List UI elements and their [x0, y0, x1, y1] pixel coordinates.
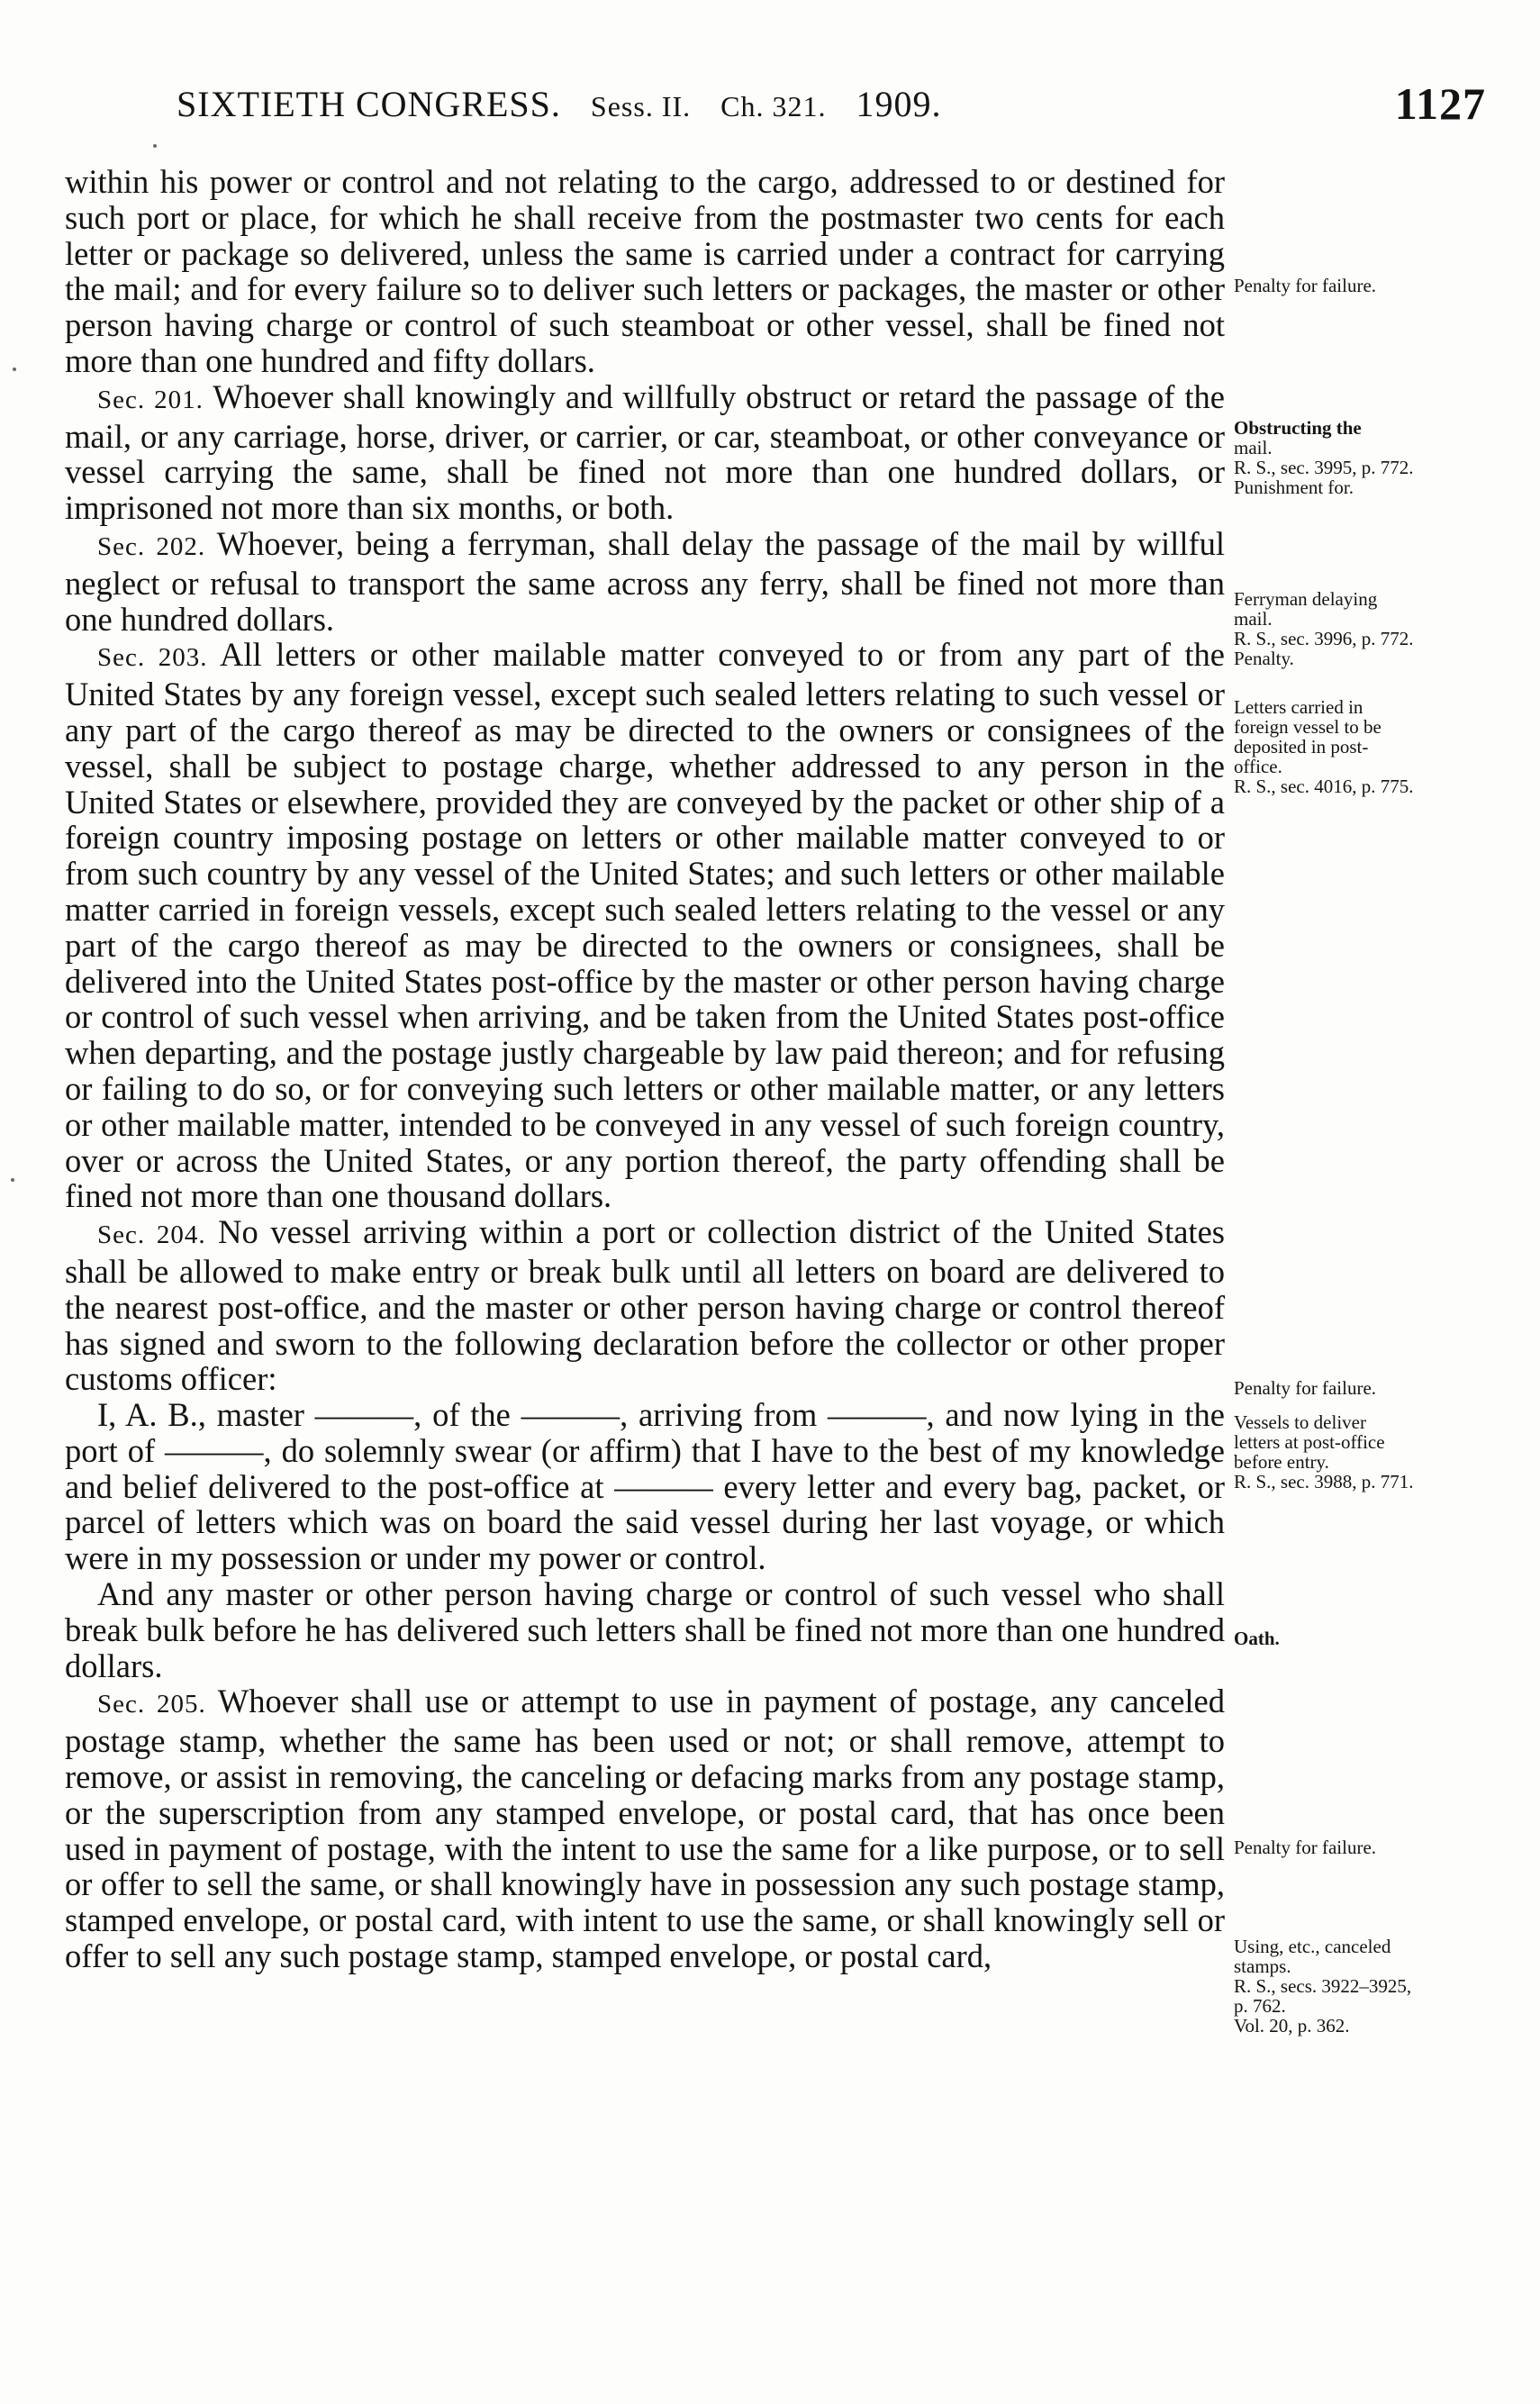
oath-paragraph: I, A. B., master ———, of the ———, arriving from ———, and now lying in the port of ———, do solemnly swear (or affirm) that I have to the best of my knowledge and belief delivered to the post-office at ——— every letter and every bag, packet, or parcel of letters which was on board the said vessel during her last voyage, or which were in my possession or under my power or control.: [65, 1396, 1225, 1577]
margin-note-vessels-deliver: [1234, 1412, 1495, 1492]
margin-note-line: foreign vessel to be: [1234, 716, 1381, 738]
margin-note-line: mail.: [1234, 437, 1273, 458]
header-citation: [177, 83, 941, 125]
section-202-label: Sec. 202.: [97, 531, 206, 561]
section-204: [65, 1214, 1225, 1397]
section-203-label: Sec. 203.: [97, 643, 208, 673]
margin-note-line: R. S., sec. 4016, p. 775.: [1234, 776, 1414, 797]
main-text-column: [65, 164, 1225, 1974]
scan-speck: [153, 144, 157, 148]
margin-note-obstructing-mail: [1234, 418, 1495, 497]
margin-note-penalty-1: [1234, 276, 1495, 295]
section-204-label: Sec. 204.: [97, 1220, 206, 1250]
header-year: 1909.: [856, 84, 942, 124]
section-202: [65, 526, 1225, 637]
margin-note-line: deposited in post-: [1234, 736, 1369, 757]
margin-note-line: p. 762.: [1234, 1995, 1286, 2017]
margin-note-line: before entry.: [1234, 1451, 1329, 1473]
margin-note-line: R. S., sec. 3996, p. 772.: [1234, 628, 1414, 649]
section-205: [65, 1683, 1225, 1973]
margin-note-line: R. S., secs. 3922–3925,: [1234, 1975, 1412, 1997]
page-number: 1127: [1394, 78, 1486, 129]
scan-speck: [13, 367, 16, 371]
margin-note-line: Oath.: [1234, 1628, 1280, 1649]
margin-note-line: letters at post-office: [1234, 1431, 1385, 1453]
margin-note-line: Ferryman delaying: [1234, 588, 1378, 610]
margin-note-foreign-vessel-letters: [1234, 697, 1495, 796]
margin-note-oath: [1234, 1628, 1495, 1648]
opening-paragraph: within his power or control and not relating to the cargo, addressed to or destined for such port or place, for which he shall receive from the postmaster two cents for each letter or package so delivered, unless the same is carried under a contract for carrying the mail; and for every failure so to deliver such letters or packages, the master or other person having charge or control of such steamboat or other vessel, shall be fined not more than one hundred and fifty dollars.: [65, 163, 1225, 379]
section-201-text: Whoever shall knowingly and willfully obstruct or retard the passage of the mail, or any carriage, horse, driver, or carrier, or car, steamboat, or other conveyance or vessel carrying the same, shall be fined not more than one hundred dollars, or imprisoned not more than six months, or both.: [65, 377, 1225, 527]
section-203-text: All letters or other mailable matter conveyed to or from any part of the United States by any foreign vessel, except such sealed letters relating to such vessel or any part of the cargo thereof as may be directed to the owners or consignees of the vessel, shall be subject to postage charge, whether addressed to any person in the United States or elsewhere, provided they are conveyed by the packet or other ship of a foreign country imposing postage on letters or other mailable matter conveyed to or from such country by any vessel of the United States; and such letters or other mailable matter carried in foreign vessels, except such sealed letters relating to the vessel or any part of the cargo thereof as may be directed to the owners or consignees, shall be delivered into the United States post-office by the master or other person having charge or control of such vessel when arriving, and be taken from the United States post-office when departing, and the postage justly chargeable by law paid thereon; and for refusing or failing to do so, or for conveying such letters or other mailable matter, or any letters or other mailable matter, intended to be conveyed in any vessel of such foreign country, over or across the United States, or any portion thereof, the party offending shall be fined not more than one thousand dollars.: [65, 636, 1225, 1215]
margin-note-line: Using, etc., canceled: [1234, 1936, 1391, 1957]
header-session: Sess. II.: [590, 90, 692, 122]
scan-speck: [11, 1178, 14, 1182]
margin-note-line: Letters carried in: [1234, 696, 1363, 718]
section-201: [65, 379, 1225, 526]
header-chapter: Ch. 321.: [720, 90, 827, 122]
margin-note-line: mail.: [1234, 608, 1273, 630]
penalty-paragraph: And any master or other person having charge or control of such vessel who shall break bulk before he has delivered such letters shall be fined not more than one hundred dollars.: [65, 1575, 1225, 1684]
margin-note-line: R. S., sec. 3988, p. 771.: [1234, 1471, 1414, 1492]
margin-note-line: Obstructing the: [1234, 417, 1362, 439]
margin-note-line: Penalty.: [1234, 648, 1294, 669]
margin-note-line: Punishment for.: [1234, 476, 1354, 498]
margin-note-line: Vol. 20, p. 362.: [1234, 2015, 1350, 2037]
section-203: [65, 637, 1225, 1214]
margin-note-line: stamps.: [1234, 1955, 1291, 1977]
section-201-label: Sec. 201.: [97, 385, 204, 414]
margin-note-line: Penalty for failure.: [1234, 1837, 1377, 1858]
margin-note-ferryman: [1234, 589, 1495, 668]
header-congress: SIXTIETH CONGRESS.: [177, 84, 561, 124]
margin-note-line: office.: [1234, 756, 1282, 777]
margin-note-line: Penalty for failure.: [1234, 275, 1377, 296]
margin-note-line: Vessels to deliver: [1234, 1411, 1366, 1433]
section-204-text: No vessel arriving within a port or collection district of the United States shall be allowed to make entry or break bulk until all letters on board are delivered to the nearest post-office, and the master or other person having charge or control thereof has signed and sworn to the following declaration before the collector or other proper customs officer:: [65, 1213, 1225, 1398]
section-205-text: Whoever shall use or attempt to use in payment of postage, any canceled postage stamp, whether the same has been used or not; or shall remove, attempt to remove, or assist in removing, the canceling or defacing marks from any postage stamp, or the superscription from any stamped envelope, or postal card, that has once been used in payment of postage, with the intent to use the same for a like purpose, or to sell or offer to sell the same, or shall knowingly have in possession any such postage stamp, stamped envelope, or postal card, with intent to use the same, or shall knowingly sell or offer to sell any such postage stamp, stamped envelope, or postal card,: [65, 1683, 1226, 1975]
running-header: [177, 78, 1486, 137]
margin-note-canceled-stamps: [1234, 1937, 1495, 2036]
section-205-label: Sec. 205.: [97, 1690, 206, 1719]
margin-note-line: R. S., sec. 3995, p. 772.: [1234, 457, 1414, 478]
margin-note-line: Penalty for failure.: [1234, 1377, 1377, 1399]
section-202-text: Whoever, being a ferryman, shall delay the passage of the mail by willful neglect or refusal to transport the same across any ferry, shall be fined not more than one hundred dollars.: [65, 524, 1225, 638]
margin-note-penalty-2: [1234, 1378, 1495, 1398]
margin-note-penalty-3: [1234, 1837, 1495, 1857]
